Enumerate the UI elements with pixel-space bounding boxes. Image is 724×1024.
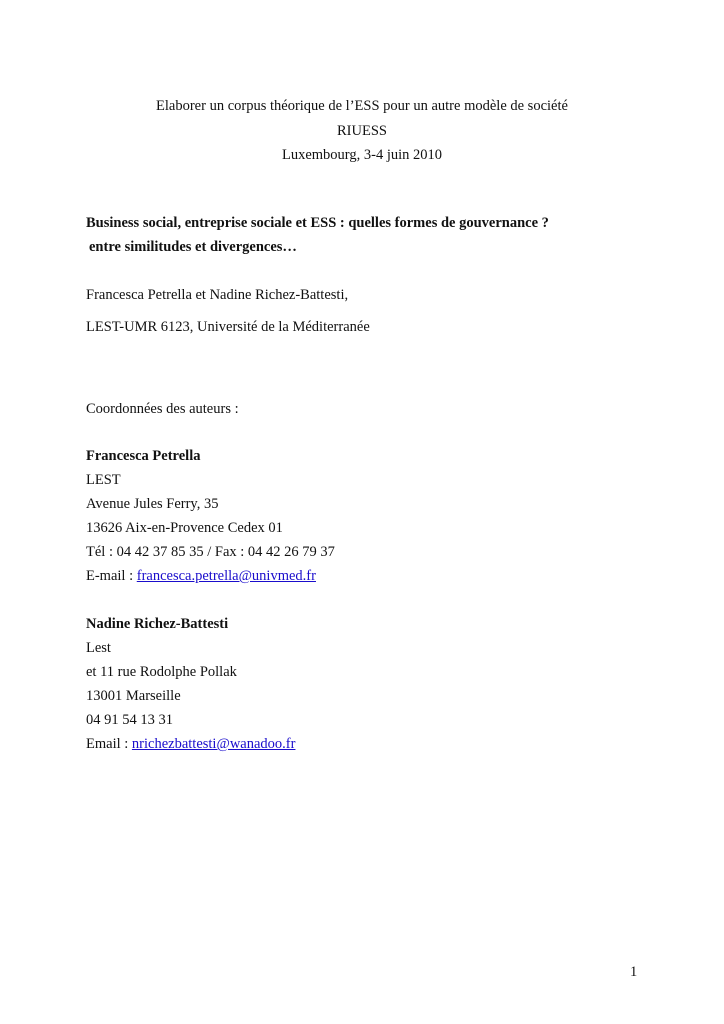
author1-email-link[interactable]: francesca.petrella@univmed.fr	[136, 568, 316, 584]
author1-name: Francesca Petrella	[86, 448, 201, 464]
author2-city: 13001 Marseille	[86, 688, 181, 704]
paper-title-line-2: entre similitudes et divergences…	[89, 239, 297, 255]
paper-title	[86, 211, 549, 259]
place-date: Luxembourg, 3-4 juin 2010	[281, 147, 443, 163]
author2-phone: 04 91 54 13 31	[86, 712, 173, 728]
network-name: RIUESS	[337, 122, 387, 139]
author1-city: 13626 Aix-en-Provence Cedex 01	[86, 520, 283, 536]
author2-email-line	[86, 734, 295, 754]
author1-email-line	[86, 566, 316, 586]
author2-email-link[interactable]: nrichezbattesti@wanadoo.fr	[131, 736, 296, 752]
author1-org: LEST	[86, 472, 121, 488]
authors-line: Francesca Petrella et Nadine Richez-Battesti,	[86, 287, 349, 303]
author1-street: Avenue Jules Ferry, 35	[86, 496, 219, 512]
conference-header	[0, 94, 724, 168]
affiliation-line: LEST-UMR 6123, Université de la Méditerranée	[86, 319, 370, 335]
page-number: 1	[630, 964, 638, 980]
author2-org: Lest	[86, 640, 111, 656]
author2-email-label: Email :	[86, 736, 132, 752]
contacts-heading: Coordonnées des auteurs :	[86, 401, 239, 417]
author2-name: Nadine Richez-Battesti	[86, 616, 229, 632]
author2-street: et 11 rue Rodolphe Pollak	[86, 664, 237, 680]
author1-email-label: E-mail :	[86, 568, 137, 584]
paper-title-line-1: Business social, entreprise sociale et ESS : quelles formes de gouvernance ?	[86, 215, 549, 231]
author1-phone: Tél : 04 42 37 85 35 / Fax : 04 42 26 79 37	[86, 544, 335, 560]
conference-title: Elaborer un corpus théorique de l’ESS pour un autre modèle de société	[156, 98, 568, 114]
